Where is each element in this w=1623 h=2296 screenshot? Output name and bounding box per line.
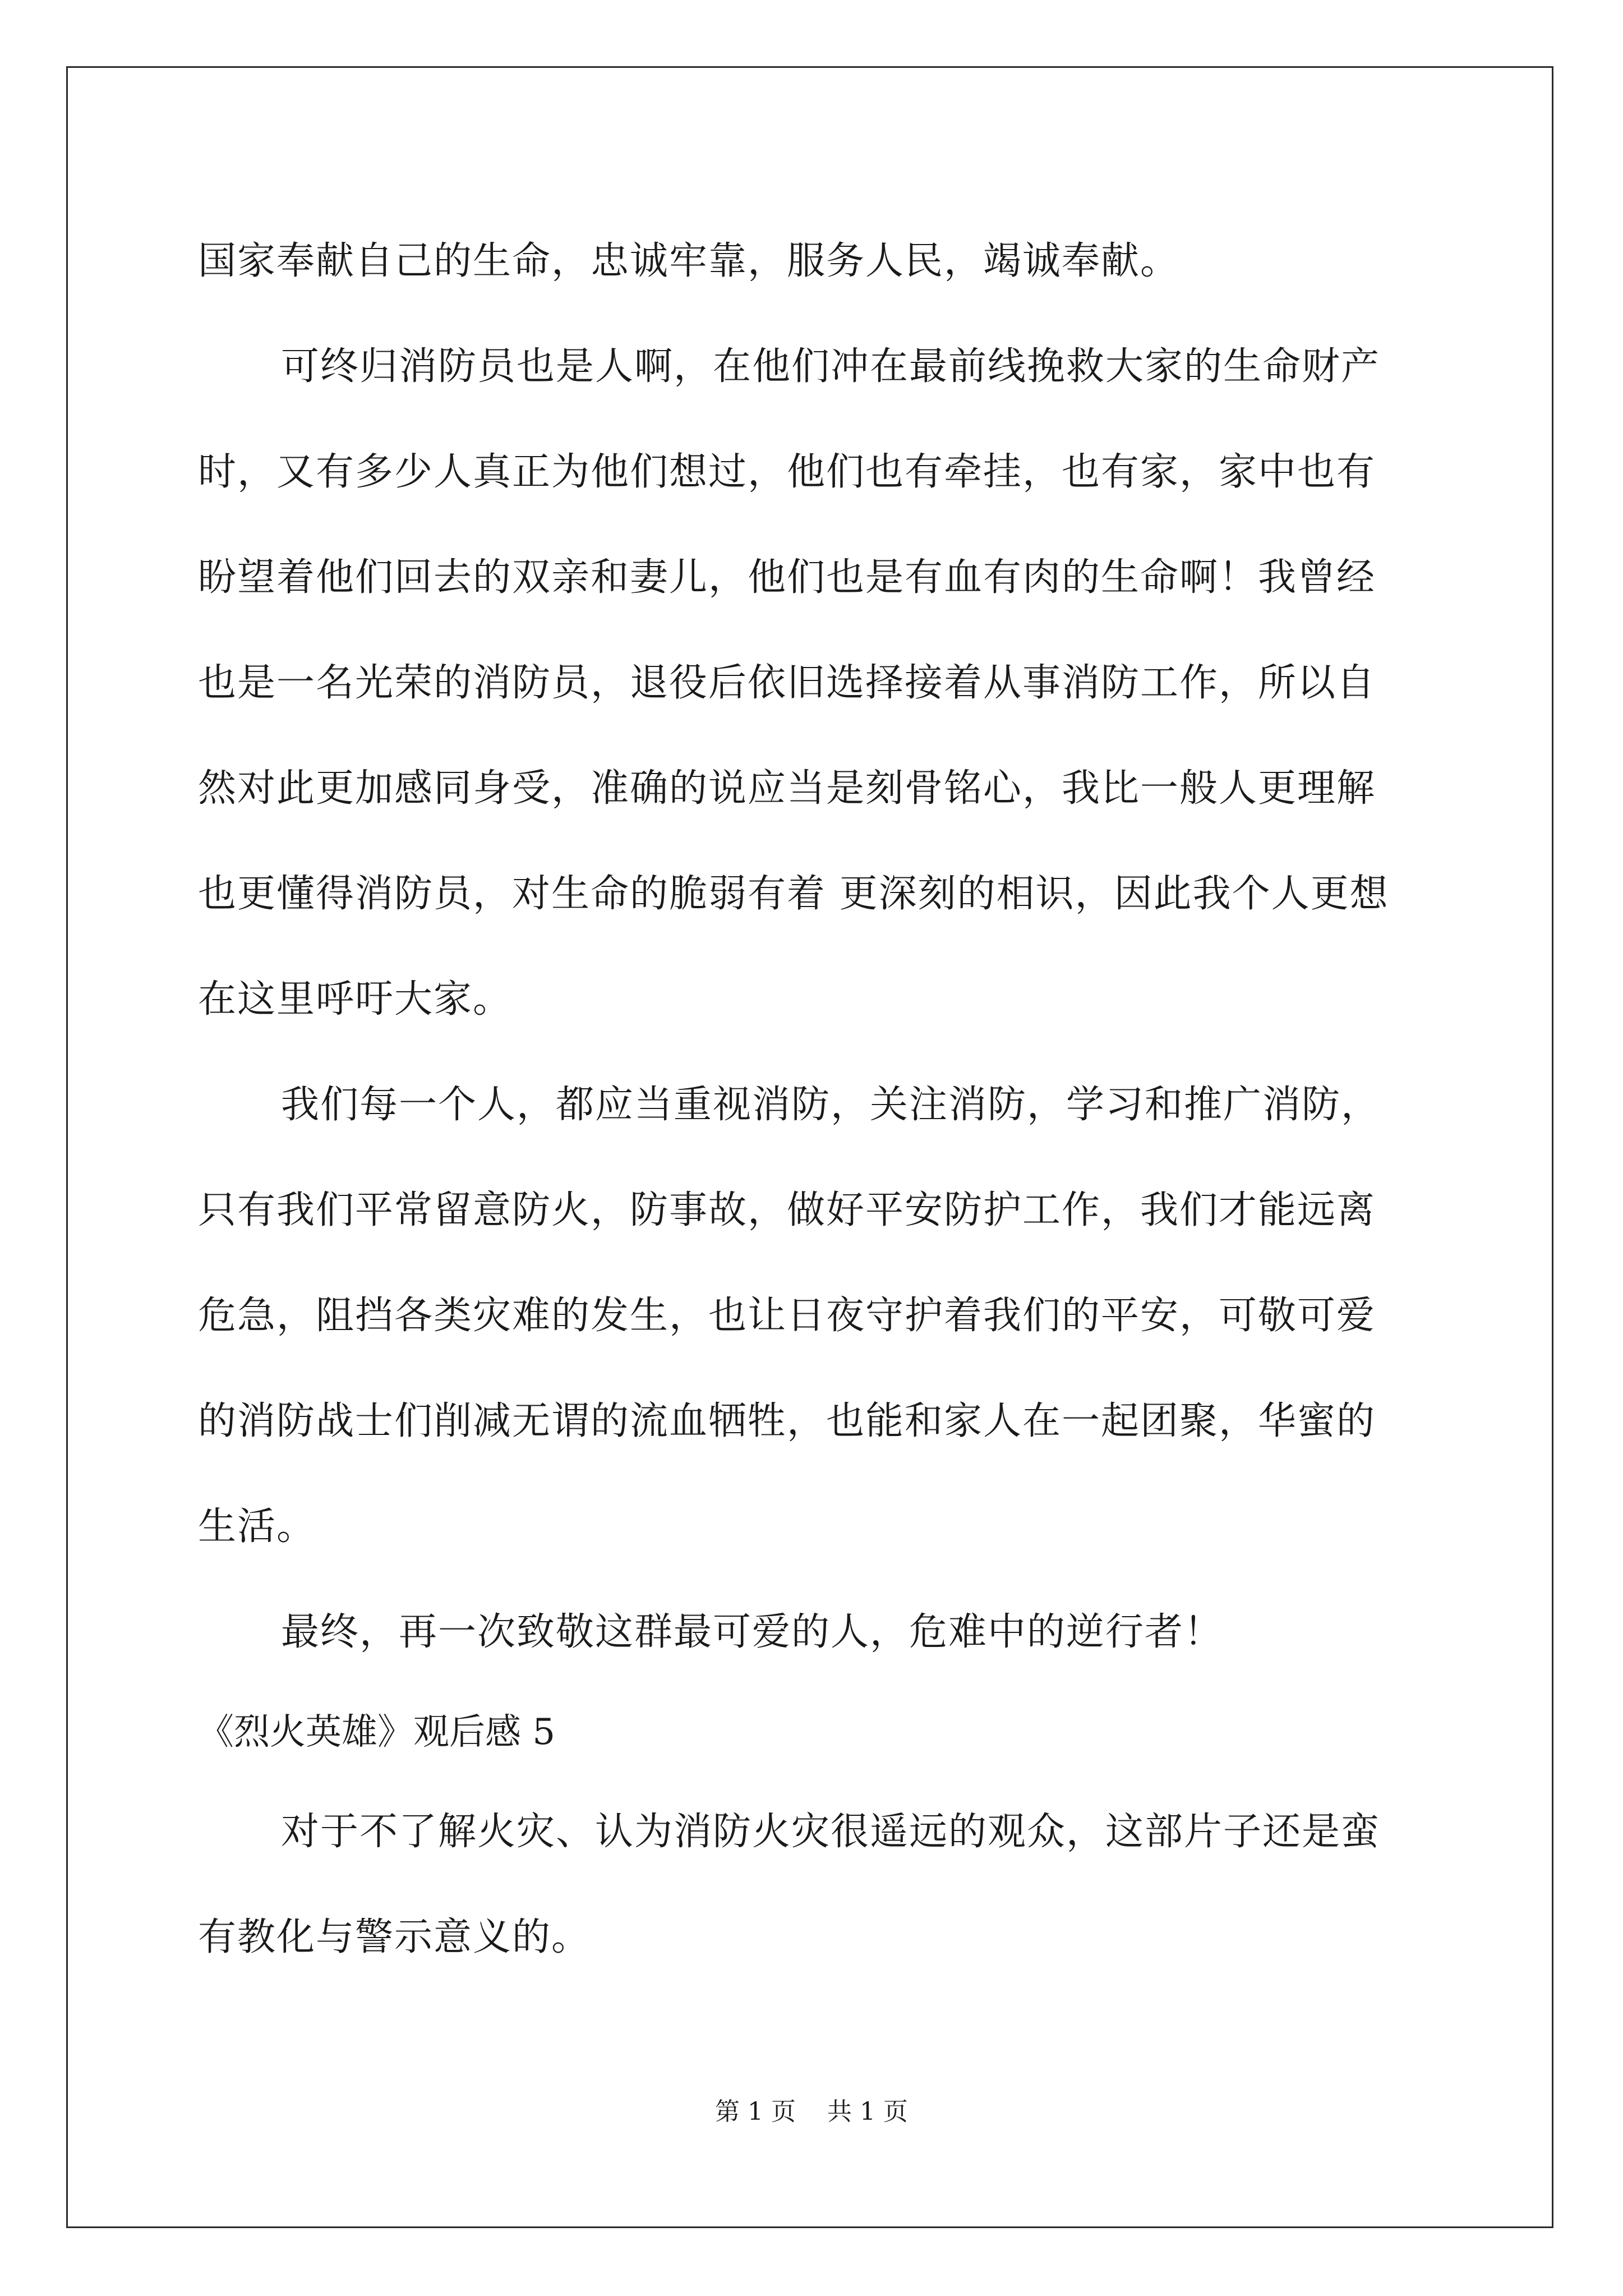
- text-line: 在这里呼吁大家。: [198, 977, 513, 1022]
- text-line: 的消防战士们削减无谓的流血牺牲，也能和家人在一起团聚，华蜜的: [198, 1399, 1376, 1443]
- paragraph-start-line: 我们每一个人，都应当重视消防，关注消防，学习和推广消防，: [281, 1083, 1381, 1127]
- section-heading: 《烈火英雄》观后感 5: [198, 1711, 556, 1753]
- text-line: 国家奉献自己的生命，忠诚牢靠，服务人民，竭诚奉献。: [198, 239, 1180, 283]
- text-line: 盼望着他们回去的双亲和妻儿，他们也是有血有肉的生命啊！我曾经: [198, 555, 1376, 600]
- text-line: 危急，阻挡各类灾难的发生，也让日夜守护着我们的平安，可敬可爱: [198, 1294, 1376, 1338]
- paragraph-start-line: 可终归消防员也是人啊，在他们冲在最前线挽救大家的生命财产: [281, 344, 1381, 389]
- paragraph-start-line: 对于不了解火灾、认为消防火灾很遥远的观众，这部片子还是蛮: [281, 1810, 1381, 1854]
- text-line: 只有我们平常留意防火，防事故，做好平安防护工作，我们才能远离: [198, 1188, 1376, 1232]
- page-footer: 第 1 页 共 1 页: [715, 2097, 908, 2126]
- text-line: 也是一名光荣的消防员，退役后依旧选择接着从事消防工作，所以自: [198, 661, 1376, 705]
- text-line: 时，又有多少人真正为他们想过，他们也有牵挂，也有家，家中也有: [198, 450, 1376, 494]
- text-line: 然对此更加感同身受，准确的说应当是刻骨铭心，我比一般人更理解: [198, 766, 1376, 811]
- document-body: [198, 209, 1421, 1990]
- text-line: 有教化与警示意义的。: [198, 1915, 591, 1959]
- paragraph-start-line: 最终，再一次致敬这群最可爱的人，危难中的逆行者！: [281, 1610, 1224, 1654]
- text-line: 生活。: [198, 1504, 316, 1549]
- text-line: 也更懂得消防员，对生命的脆弱有着 更深刻的相识，因此我个人更想: [198, 872, 1389, 916]
